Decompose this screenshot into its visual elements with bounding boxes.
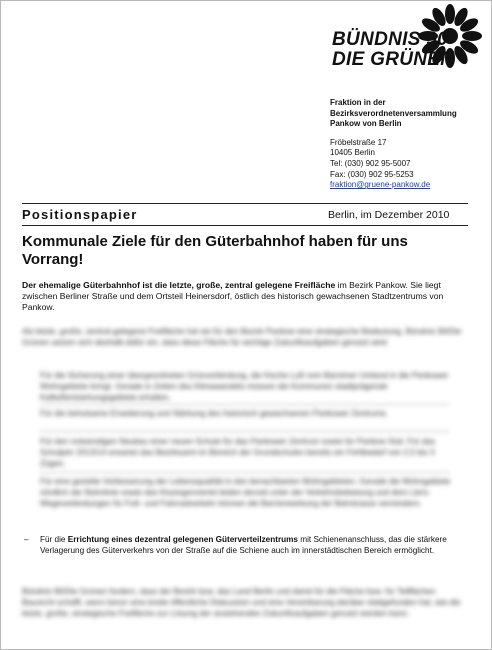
blurred-bullet-2: Für die behutsame Erweiterung und Stärkung des historisch gewachsenen Pankower Zentrums. — [40, 409, 389, 418]
fraktion-line-2: Bezirksverordnetenversammlung — [330, 108, 457, 118]
blurred-bullet-1: Für die Sicherung einer übergeordneten Grünverbindung, die frische Luft vom Barnimer Umland in die Pankower Wohngebiete bringt. Gerade in Zeiten des Klimawandels müssen die Kommunen stadtprägende Kaltluftentstehungsgebiete erhalten. — [40, 371, 449, 402]
logo-line-1: BÜNDNIS 90 — [332, 29, 448, 50]
fraktion-line-1: Fraktion in der — [330, 98, 386, 107]
blurred-closing-paragraph: Bündnis 90/Die Grünen fordern, dass der Bezirk bzw. das Land Berlin und damit für die Fläche bzw. für Teilflächen Baurecht schafft, wenn bevor eine breite öffentliche Diskussion und eine Vereinbarung darüber stattgefunden hat, wie die letzte, große, strategische Freifläche zur Lösung der anstehenden Zukunftsaufgaben genutzt werden kann. — [22, 587, 461, 618]
email-link[interactable]: fraktion@gruene-pankow.de — [330, 180, 431, 190]
bottom-rule — [22, 225, 468, 226]
party-logo-text — [332, 30, 454, 70]
bullet-separator — [40, 431, 450, 432]
address-phone: Tel: (030) 902 95-5007 — [330, 158, 411, 168]
logo-line-2: DIE GRÜNEN — [332, 49, 455, 70]
bullet-item-freight-center — [24, 534, 460, 556]
lead-rest: im Bezirk Pankow. Sie liegt zwischen Berliner Straße und dem Ortsteil Heinersdorf, östlich des historisch gewachsenen Stadtzentrums von Pankow. — [22, 280, 444, 312]
lead-bold: Der ehemalige Güterbahnhof ist die letzte, große, zentral gelegene Freifläche — [22, 280, 336, 290]
address-street: Fröbelstraße 17 — [330, 137, 387, 147]
address-city: 10405 Berlin — [330, 148, 375, 158]
bullet-text-pre: Für die — [40, 535, 68, 544]
blurred-intro-paragraph: Als letzte, große, zentral gelegene Freifläche hat sie für den Bezirk Pankow eine strategische Bedeutung. Bündnis 90/Die Grünen setzen sich deshalb dafür ein, dass diese Fläche für wichtige Zukunftsaufgaben genutzt wird: — [22, 327, 462, 347]
blurred-bullet-4: Für eine gezielte Verbesserung der Lebensqualität in den benachbarten Wohngebieten. Gerade die Wohngebiete nördlich der Bahnlinie sowie das Kissingenviertel leiden derzeit unter der Verkehrsbelastung und dem Lärm. Wegeverbindungen für Fuß- und Fahrradverkehr können die Barrierewirkung der Bahntrasse vermindern. — [40, 477, 451, 508]
bullet-text-bold: Errichtung eines dezentral gelegenen Güterverteilzentrums — [67, 535, 298, 544]
document-title: Kommunale Ziele für den Güterbahnhof haben für uns Vorrang! — [22, 233, 408, 268]
blurred-bullet-3: Für den notwendigen Neubau einer neuen Schule für das Pankower Zentrum sowie für Pankow Süd. Für das Schuljahr 2013/14 erwartet das Bezirksamt im Bereich der Grundschulen bereits ein Fehlbedarf von 2,5 bis 3 Zügen. — [40, 437, 436, 468]
bullet-text-post: mit Schienenanschluss, das die stärkere Verlagerung des Güterverkehrs von der Straße auf die Schiene auch im innerstädtischen Bereich ermöglicht. — [40, 535, 447, 555]
bullet-separator — [40, 472, 450, 473]
top-rule — [22, 203, 468, 204]
bullet-separator — [40, 404, 450, 405]
document-date: Berlin, im Dezember 2010 — [328, 209, 450, 221]
address-fax: Fax: (030) 902 95-5253 — [330, 169, 414, 179]
fraktion-line-3: Pankow von Berlin — [330, 119, 402, 129]
lead-paragraph — [22, 280, 462, 313]
bullet-dash: – — [24, 535, 29, 544]
address-block — [330, 98, 457, 191]
document-type-label: Positionspapier — [22, 207, 138, 222]
